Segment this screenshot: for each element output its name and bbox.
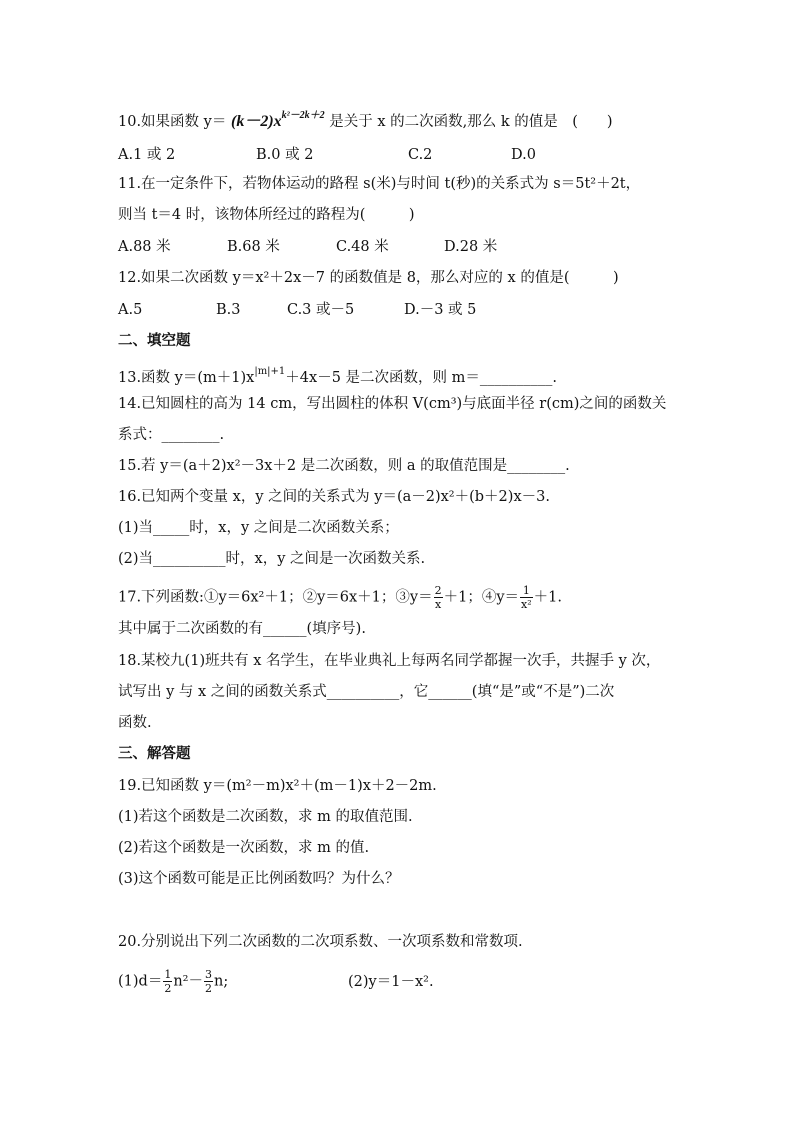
q16-line-2: (1)当_____时，x，y 之间是二次函数关系；	[118, 520, 399, 536]
q20-fraction-1-denominator: 2	[164, 982, 172, 995]
q12-line-1: 12.如果二次函数 y＝x²＋2x－7 的函数值是 8，那么对应的 x 的值是( )	[118, 270, 619, 286]
q11-option-c: C.48 米	[336, 239, 389, 255]
q20-part-1-middle: n²－	[173, 973, 203, 990]
q13-exponent: |m|+1	[254, 366, 286, 377]
q17-part-3: ＋1.	[533, 589, 562, 606]
q17-line-2: 其中属于二次函数的有______(填序号).	[118, 621, 366, 637]
q10-option-a: A.1 或 2	[118, 147, 176, 163]
question-17	[118, 584, 562, 611]
q11-line-2: 则当 t＝4 时，该物体所经过的路程为( )	[118, 207, 415, 223]
question-10	[118, 106, 613, 132]
q10-expr-exponent: k²－2k＋2	[281, 110, 325, 121]
q16-line-3: (2)当__________时，x，y 之间是一次函数关系.	[118, 551, 426, 567]
q11-option-b: B.68 米	[227, 239, 280, 255]
q20-part-1-prefix: (1)d＝	[118, 973, 163, 990]
q12-option-c: C.3 或－5	[287, 302, 355, 318]
question-15: 15.若 y＝(a＋2)x²－3x＋2 是二次函数，则 a 的取值范围是________.	[118, 458, 570, 474]
q10-prefix: 10.如果函数 y＝	[118, 114, 227, 130]
q12-option-a: A.5	[118, 302, 143, 318]
question-13	[118, 362, 557, 388]
q18-line-2: 试写出 y 与 x 之间的函数关系式__________，它______(填“是”或“不是”)二次	[118, 684, 615, 700]
q19-line-2: (1)若这个函数是二次函数，求 m 的取值范围.	[118, 809, 413, 825]
q13-part-b: ＋4x－5 是二次函数，则 m＝__________.	[285, 370, 558, 386]
q14-line-1: 14.已知圆柱的高为 14 cm，写出圆柱的体积 V(cm³)与底面半径 r(cm)之间的函数关	[118, 396, 667, 412]
q14-line-2: 系式：________.	[118, 427, 225, 443]
section-heading-answer: 三、解答题	[118, 746, 191, 762]
q20-fraction-1-numerator: 1	[164, 968, 172, 981]
q20-fraction-2-denominator: 2	[204, 982, 212, 995]
q17-fraction-1-denominator: x	[434, 598, 442, 611]
q17-fraction-1-numerator: 2	[434, 584, 442, 597]
q10-expression	[230, 110, 325, 130]
q20-part-1-end: n;	[213, 973, 229, 990]
q17-part-2: ＋1；④y＝	[443, 589, 520, 606]
q20-fraction-2	[204, 968, 213, 995]
q19-line-1: 19.已知函数 y＝(m²－m)x²＋(m－1)x＋2－2m.	[118, 778, 437, 794]
q10-option-c: C.2	[408, 147, 433, 163]
q17-fraction-1	[434, 584, 443, 611]
q10-expr-base: (k－2)x	[230, 113, 282, 130]
q20-fraction-1	[163, 968, 172, 995]
q12-option-d: D.－3 或 5	[404, 302, 477, 318]
q19-line-3: (2)若这个函数是一次函数，求 m 的值.	[118, 840, 370, 856]
q18-line-1: 18.某校九(1)班共有 x 名学生，在毕业典礼上每两名同学都握一次手，共握手 y 次，	[118, 653, 661, 669]
q19-line-4: (3)这个函数可能是正比例函数吗？为什么？	[118, 871, 400, 887]
q17-fraction-2-numerator: 1	[520, 584, 533, 598]
q17-fraction-2	[520, 584, 533, 611]
q17-part-1: 17.下列函数:①y＝6x²＋1；②y＝6x＋1；③y＝	[118, 589, 433, 606]
q11-line-1: 11.在一定条件下，若物体运动的路程 s(米)与时间 t(秒)的关系式为 s＝5t²＋2t，	[118, 176, 641, 192]
q10-suffix: 是关于 x 的二次函数,那么 k 的值是 ( )	[329, 114, 613, 130]
q20-fraction-2-numerator: 3	[204, 968, 212, 981]
q13-part-a: 13.函数 y＝(m＋1)x	[118, 370, 255, 386]
q16-line-1: 16.已知两个变量 x，y 之间的关系式为 y＝(a－2)x²＋(b＋2)x－3.	[118, 489, 550, 505]
q20-part-2: (2)y＝1－x².	[348, 974, 434, 990]
q11-option-d: D.28 米	[444, 239, 498, 255]
q18-line-3: 函数.	[118, 715, 152, 731]
q17-fraction-2-denominator: x²	[521, 598, 532, 611]
q20-part-1	[118, 968, 228, 995]
q10-option-d: D.0	[511, 147, 536, 163]
q12-option-b: B.3	[216, 302, 241, 318]
q11-option-a: A.88 米	[118, 239, 171, 255]
section-heading-fill-in: 二、填空题	[118, 333, 191, 349]
q10-option-b: B.0 或 2	[256, 147, 314, 163]
q20-line-1: 20.分别说出下列二次函数的二次项系数、一次项系数和常数项.	[118, 934, 523, 950]
